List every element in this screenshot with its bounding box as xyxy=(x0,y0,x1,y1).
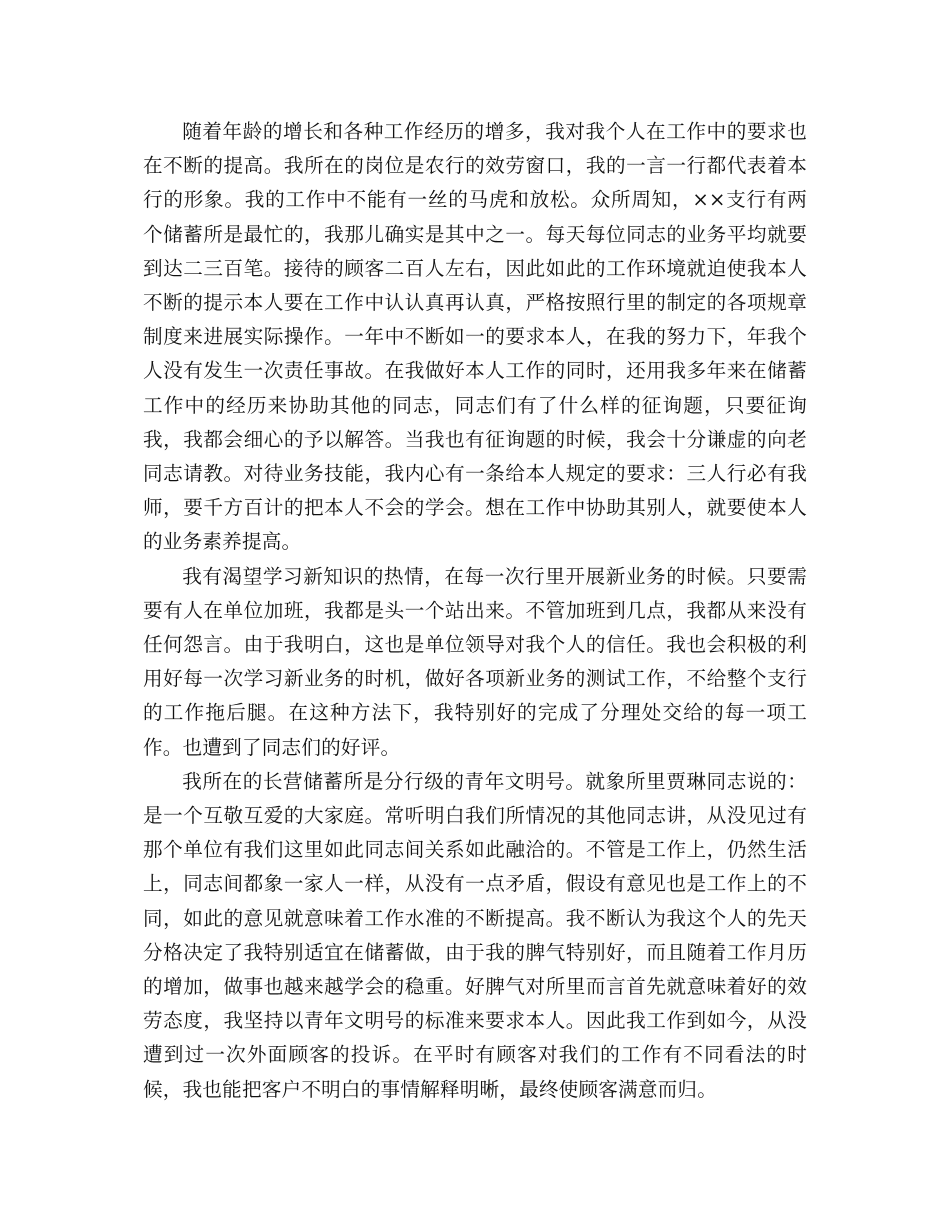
paragraph-1: 随着年龄的增长和各种工作经历的增多，我对我个人在工作中的要求也在不断的提高。我所在的岗位是农行的效劳窗口，我的一言一行都代表着本行的形象。我的工作中不能有一丝的马虎和放松。众所周知，××支行有两个储蓄所是最忙的，我那儿确实是其中之一。每天每位同志的业务平均就要到达二三百笔。接待的顾客二百人左右，因此如此的工作环境就迫使我本人不断的提示本人要在工作中认认真再认真，严格按照行里的制定的各项规章制度来进展实际操作。一年中不断如一的要求本人，在我的努力下，年我个人没有发生一次责任事故。在我做好本人工作的同时，还用我多年来在储蓄工作中的经历来协助其他的同志，同志们有了什么样的征询题，只要征询我，我都会细心的予以解答。当我也有征询题的时候，我会十分谦虚的向老同志请教。对待业务技能，我内心有一条给本人规定的要求：三人行必有我师，要千方百计的把本人不会的学会。想在工作中协助其别人，就要使本人的业务素养提高。 xyxy=(143,120,807,554)
paragraph-2: 我有渴望学习新知识的热情，在每一次行里开展新业务的时候。只要需要有人在单位加班，我都是头一个站出来。不管加班到几点，我都从来没有任何怨言。由于我明白，这也是单位领导对我个人的信任。我也会积极的利用好每一次学习新业务的时机，做好各项新业务的测试工作，不给整个支行的工作拖后腿。在这种方法下，我特别好的完成了分理处交给的每一项工作。也遭到了同志们的好评。 xyxy=(143,564,807,759)
paragraph-3: 我所在的长营储蓄所是分行级的青年文明号。就象所里贾琳同志说的：是一个互敬互爱的大家庭。常听明白我们所情况的其他同志讲，从没见过有那个单位有我们这里如此同志间关系如此融洽的。不管是工作上，仍然生活上，同志间都象一家人一样，从没有一点矛盾，假设有意见也是工作上的不同，如此的意见就意味着工作水准的不断提高。我不断认为我这个人的先天分格决定了我特别适宜在储蓄做，由于我的脾气特别好，而且随着工作月历的增加，做事也越来越学会的稳重。好脾气对所里而言首先就意味着好的效劳态度，我坚持以青年文明号的标准来要求本人。因此我工作到如今，从没遭到过一次外面顾客的投诉。在平时有顾客对我们的工作有不同看法的时候，我也能把客户不明白的事情解释明晰，最终使顾客满意而归。 xyxy=(143,769,807,1101)
document-page xyxy=(143,115,807,1107)
